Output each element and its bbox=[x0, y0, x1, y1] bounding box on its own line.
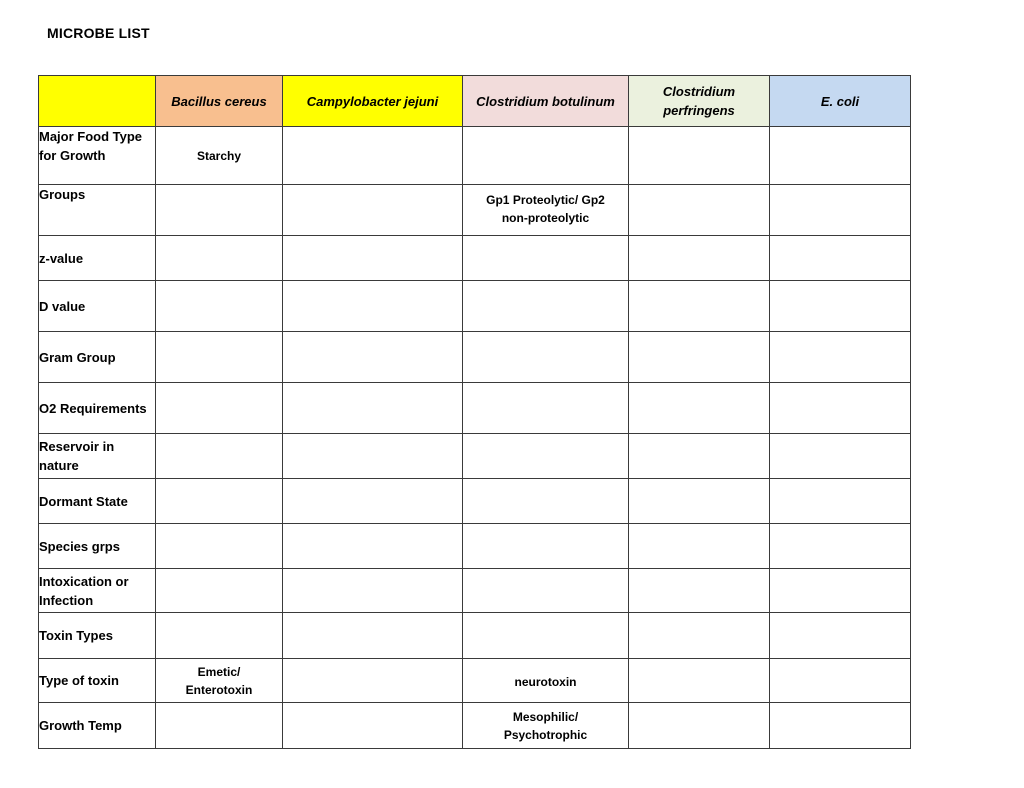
row-label: Type of toxin bbox=[39, 659, 156, 703]
column-header-label: Clostridium perfringens bbox=[662, 84, 736, 118]
table-cell bbox=[156, 569, 283, 613]
column-header-bacillus-cereus bbox=[156, 76, 283, 127]
table-cell bbox=[463, 236, 629, 281]
row-label: Gram Group bbox=[39, 332, 156, 383]
table-cell bbox=[156, 281, 283, 332]
table-cell bbox=[283, 281, 463, 332]
row-label: Growth Temp bbox=[39, 703, 156, 749]
table-row bbox=[39, 524, 911, 569]
column-header-label: E. coli bbox=[820, 93, 860, 109]
column-header-clostridium-botulinum bbox=[463, 76, 629, 127]
table-row bbox=[39, 659, 911, 703]
table-row bbox=[39, 383, 911, 434]
table-row bbox=[39, 332, 911, 383]
table-cell bbox=[463, 659, 629, 703]
table-cell bbox=[283, 127, 463, 185]
table-cell bbox=[463, 332, 629, 383]
table-cell bbox=[156, 383, 283, 434]
row-label: Toxin Types bbox=[39, 613, 156, 659]
table-cell bbox=[770, 659, 911, 703]
row-label: D value bbox=[39, 281, 156, 332]
table-cell bbox=[770, 281, 911, 332]
table-row bbox=[39, 236, 911, 281]
table-cell bbox=[283, 383, 463, 434]
row-label: Dormant State bbox=[39, 479, 156, 524]
cell-value: Starchy bbox=[196, 148, 242, 163]
table-cell bbox=[156, 434, 283, 479]
row-label: Major Food Type for Growth bbox=[39, 127, 156, 185]
table-cell bbox=[629, 383, 770, 434]
table-cell bbox=[156, 127, 283, 185]
table-cell bbox=[283, 479, 463, 524]
table-cell bbox=[283, 613, 463, 659]
table-cell bbox=[463, 703, 629, 749]
table-cell bbox=[283, 703, 463, 749]
table-cell bbox=[770, 479, 911, 524]
table-cell bbox=[770, 332, 911, 383]
table-cell bbox=[156, 524, 283, 569]
microbe-table bbox=[38, 75, 911, 749]
table-cell bbox=[463, 281, 629, 332]
table-cell bbox=[770, 127, 911, 185]
column-header-e-coli bbox=[770, 76, 911, 127]
table-cell bbox=[770, 703, 911, 749]
table-cell bbox=[156, 703, 283, 749]
row-label: Reservoir in nature bbox=[39, 434, 156, 479]
row-label: Species grps bbox=[39, 524, 156, 569]
table-cell bbox=[629, 659, 770, 703]
table-cell bbox=[629, 703, 770, 749]
table-cell bbox=[770, 569, 911, 613]
column-header-clostridium-perfringens bbox=[629, 76, 770, 127]
document-title: MICROBE LIST bbox=[47, 25, 150, 41]
column-header-label: Bacillus cereus bbox=[171, 93, 267, 109]
table-row bbox=[39, 434, 911, 479]
table-cell bbox=[770, 236, 911, 281]
table-cell bbox=[156, 479, 283, 524]
table-cell bbox=[629, 434, 770, 479]
table-cell bbox=[156, 236, 283, 281]
table-cell bbox=[629, 569, 770, 613]
cell-value: Emetic/ Enterotoxin bbox=[185, 664, 253, 697]
column-header-campylobacter-jejuni bbox=[283, 76, 463, 127]
table-cell bbox=[629, 281, 770, 332]
table-row bbox=[39, 613, 911, 659]
table-cell bbox=[770, 434, 911, 479]
table-cell bbox=[156, 332, 283, 383]
table-cell bbox=[629, 524, 770, 569]
table-cell bbox=[283, 524, 463, 569]
row-label: Groups bbox=[39, 185, 156, 236]
table-cell bbox=[283, 236, 463, 281]
header-row bbox=[39, 76, 911, 127]
table-row bbox=[39, 281, 911, 332]
table-cell bbox=[156, 659, 283, 703]
corner-header-cell bbox=[39, 76, 156, 127]
table-cell bbox=[463, 434, 629, 479]
table-cell bbox=[770, 185, 911, 236]
cell-value: Gp1 Proteolytic/ Gp2 non-proteolytic bbox=[486, 193, 605, 225]
table-cell bbox=[629, 185, 770, 236]
table-cell bbox=[463, 185, 629, 236]
table-cell bbox=[463, 479, 629, 524]
table-cell bbox=[463, 524, 629, 569]
table-cell bbox=[629, 127, 770, 185]
table-cell bbox=[283, 185, 463, 236]
table-cell bbox=[463, 383, 629, 434]
table-cell bbox=[283, 659, 463, 703]
table-cell bbox=[770, 613, 911, 659]
cell-value: neurotoxin bbox=[514, 674, 577, 689]
table-cell bbox=[770, 524, 911, 569]
table-cell bbox=[463, 613, 629, 659]
row-label: Intoxication or Infection bbox=[39, 569, 156, 613]
table-cell bbox=[283, 332, 463, 383]
table-row bbox=[39, 479, 911, 524]
table-cell bbox=[463, 127, 629, 185]
column-header-label: Clostridium botulinum bbox=[476, 93, 615, 109]
table-cell bbox=[463, 569, 629, 613]
row-label: z-value bbox=[39, 236, 156, 281]
table-cell bbox=[283, 434, 463, 479]
table-cell bbox=[156, 185, 283, 236]
table-body bbox=[39, 127, 911, 749]
table-row bbox=[39, 185, 911, 236]
table-cell bbox=[283, 569, 463, 613]
table-row bbox=[39, 703, 911, 749]
table-cell bbox=[629, 236, 770, 281]
row-label: O2 Requirements bbox=[39, 383, 156, 434]
table-cell bbox=[629, 479, 770, 524]
table-cell bbox=[156, 613, 283, 659]
table-cell bbox=[629, 332, 770, 383]
column-header-label: Campylobacter jejuni bbox=[306, 93, 439, 109]
cell-value: Mesophilic/ Psychotrophic bbox=[503, 709, 588, 742]
table-cell bbox=[770, 383, 911, 434]
table-row bbox=[39, 569, 911, 613]
table-row bbox=[39, 127, 911, 185]
table-cell bbox=[629, 613, 770, 659]
